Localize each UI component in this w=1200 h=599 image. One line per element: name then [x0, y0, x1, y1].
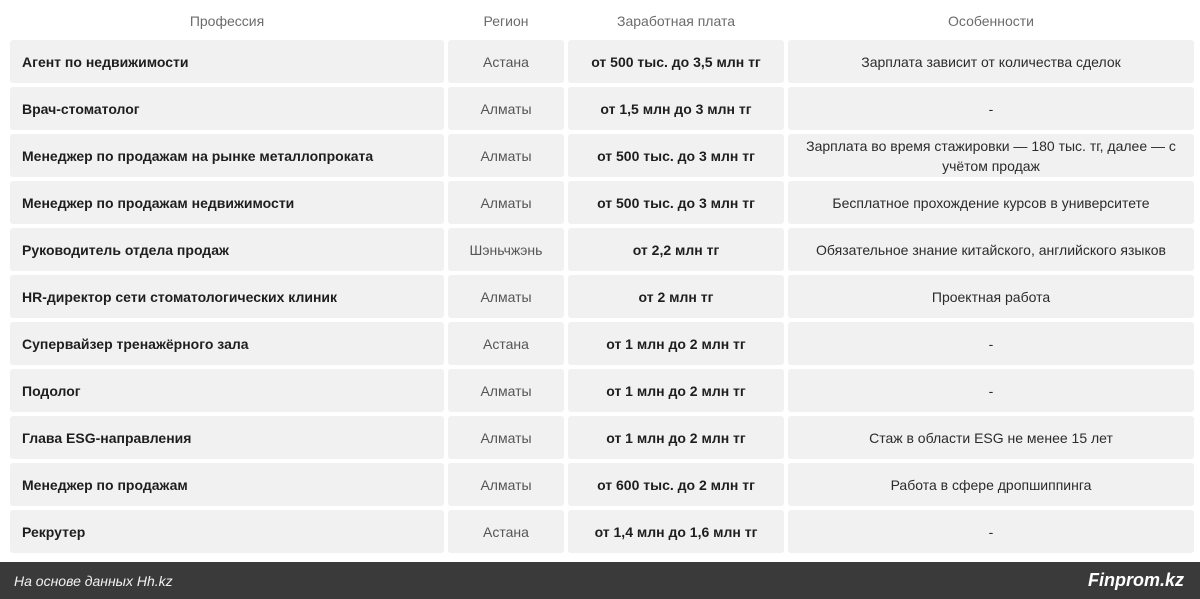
- header-region: Регион: [483, 13, 529, 29]
- cell-salary: от 1 млн до 2 млн тг: [568, 369, 784, 412]
- cell-salary: от 500 тыс. до 3,5 млн тг: [568, 40, 784, 83]
- cell-profession: Супервайзер тренажёрного зала: [10, 322, 444, 365]
- cell-features: -: [788, 369, 1194, 412]
- cell-salary: от 2,2 млн тг: [568, 228, 784, 271]
- cell-profession: Менеджер по продажам на рынке металлопроката: [10, 134, 444, 177]
- cell-salary: от 2 млн тг: [568, 275, 784, 318]
- cell-salary: от 1,4 млн до 1,6 млн тг: [568, 510, 784, 553]
- cell-profession: Агент по недвижимости: [10, 40, 444, 83]
- table-header: [10, 0, 1190, 40]
- cell-region: Астана: [448, 40, 564, 83]
- cell-salary: от 500 тыс. до 3 млн тг: [568, 181, 784, 224]
- table-row: [10, 510, 1190, 553]
- cell-features: Бесплатное прохождение курсов в университете: [788, 181, 1194, 224]
- cell-profession: Менеджер по продажам недвижимости: [10, 181, 444, 224]
- cell-salary: от 500 тыс. до 3 млн тг: [568, 134, 784, 177]
- header-salary: Заработная плата: [617, 13, 735, 29]
- cell-features: -: [788, 322, 1194, 365]
- table-row: [10, 369, 1190, 412]
- cell-region: Алматы: [448, 463, 564, 506]
- cell-profession: Врач-стоматолог: [10, 87, 444, 130]
- cell-region: Шэньчжэнь: [448, 228, 564, 271]
- cell-features: Работа в сфере дропшиппинга: [788, 463, 1194, 506]
- footer-bar: [0, 562, 1200, 599]
- cell-region: Астана: [448, 510, 564, 553]
- cell-region: Алматы: [448, 134, 564, 177]
- cell-region: Алматы: [448, 181, 564, 224]
- cell-profession: Рекрутер: [10, 510, 444, 553]
- table-row: [10, 322, 1190, 365]
- header-features: Особенности: [948, 13, 1034, 29]
- cell-profession: Менеджер по продажам: [10, 463, 444, 506]
- cell-region: Алматы: [448, 416, 564, 459]
- cell-profession: HR-директор сети стоматологических клиник: [10, 275, 444, 318]
- salary-table: [10, 0, 1190, 553]
- cell-profession: Подолог: [10, 369, 444, 412]
- cell-region: Алматы: [448, 369, 564, 412]
- table-row: [10, 40, 1190, 83]
- table-row: [10, 87, 1190, 130]
- cell-features: Обязательное знание китайского, английского языков: [788, 228, 1194, 271]
- table-row: [10, 134, 1190, 177]
- cell-salary: от 600 тыс. до 2 млн тг: [568, 463, 784, 506]
- cell-region: Астана: [448, 322, 564, 365]
- table-row: [10, 228, 1190, 271]
- cell-region: Алматы: [448, 275, 564, 318]
- cell-salary: от 1 млн до 2 млн тг: [568, 416, 784, 459]
- cell-region: Алматы: [448, 87, 564, 130]
- cell-features: Проектная работа: [788, 275, 1194, 318]
- brand-logo: Finprom.kz: [1087, 570, 1184, 590]
- cell-features: Зарплата зависит от количества сделок: [788, 40, 1194, 83]
- source-note: На основе данных Hh.kz: [14, 572, 173, 589]
- cell-features: Зарплата во время стажировки — 180 тыс. тг, далее — с учётом продаж: [788, 134, 1194, 177]
- cell-profession: Руководитель отдела продаж: [10, 228, 444, 271]
- table-row: [10, 181, 1190, 224]
- cell-profession: Глава ESG-направления: [10, 416, 444, 459]
- cell-features: -: [788, 87, 1194, 130]
- cell-salary: от 1 млн до 2 млн тг: [568, 322, 784, 365]
- table-row: [10, 416, 1190, 459]
- cell-features: Стаж в области ESG не менее 15 лет: [788, 416, 1194, 459]
- table-row: [10, 275, 1190, 318]
- cell-features: -: [788, 510, 1194, 553]
- header-profession: Профессия: [189, 13, 265, 29]
- table-body: [10, 40, 1190, 553]
- table-row: [10, 463, 1190, 506]
- cell-salary: от 1,5 млн до 3 млн тг: [568, 87, 784, 130]
